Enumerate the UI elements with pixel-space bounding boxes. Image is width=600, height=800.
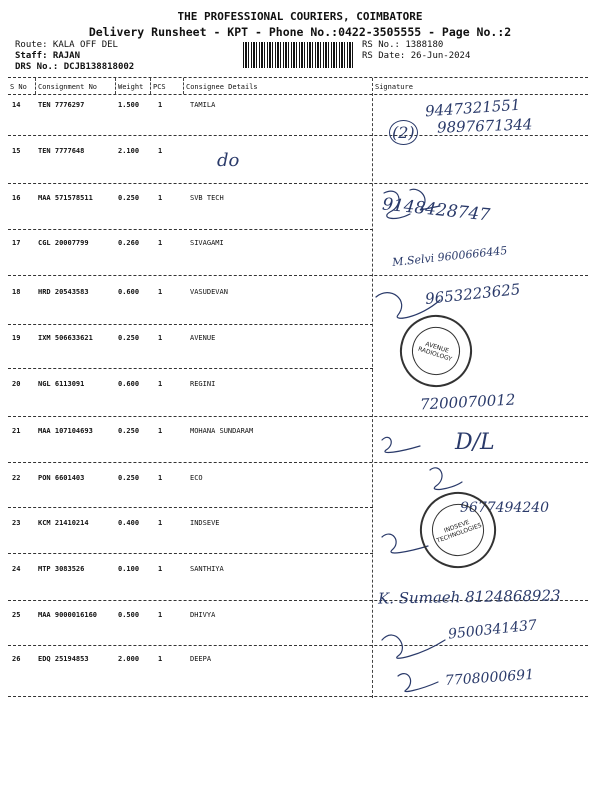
scribble xyxy=(384,191,410,218)
row-22-sno: 22 xyxy=(12,474,21,482)
row-26-consignment: EDQ 25194853 xyxy=(38,655,89,663)
row-19-consignee: AVENUE xyxy=(190,334,216,342)
row-26-sno: 26 xyxy=(12,655,21,663)
row-18-consignee: VASUDEVAN xyxy=(190,288,228,296)
row-20-pcs: 1 xyxy=(158,380,163,388)
row-19-weight: 0.250 xyxy=(118,334,140,342)
row-16-sno: 16 xyxy=(12,194,21,202)
handwritten-signature: 9653223625 xyxy=(424,280,522,308)
row-15-consignment: TEN 7777648 xyxy=(38,147,85,155)
row-23-sno: 23 xyxy=(12,519,21,527)
row-24-sno: 24 xyxy=(12,565,21,573)
stamp-text: AVENUE RADIOLOGY xyxy=(406,321,466,381)
row-23-consignment: KCM 21410214 xyxy=(38,519,89,527)
col-pcs: PCS xyxy=(153,83,166,91)
col-consignment: Consignment No xyxy=(38,83,98,91)
row-18-consignment: HRD 20543583 xyxy=(38,288,89,296)
scribble xyxy=(430,468,462,490)
col-sno: S No xyxy=(10,83,27,91)
row-24-consignee: SANTHIYA xyxy=(190,565,224,573)
row-16-consignee: SVB TECH xyxy=(190,194,224,202)
handwritten-signature: 9148428747 xyxy=(381,194,491,226)
scribble xyxy=(382,635,445,658)
row-25-weight: 0.500 xyxy=(118,611,140,619)
row-23-weight: 0.400 xyxy=(118,519,140,527)
row-21-sno: 21 xyxy=(12,427,21,435)
handwritten-signature: M.Selvi 9600666445 xyxy=(391,243,508,270)
row-20-consignee: REGINI xyxy=(190,380,216,388)
row-26-pcs: 1 xyxy=(158,655,163,663)
row-22-consignee: ECO xyxy=(190,474,203,482)
handwritten-mark: D/L xyxy=(455,430,495,455)
staff-label: Staff: RAJAN xyxy=(15,51,81,61)
row-14-consignee: TAMILA xyxy=(190,101,216,109)
row-25-sno: 25 xyxy=(12,611,21,619)
row-22-pcs: 1 xyxy=(158,474,163,482)
row-17-pcs: 1 xyxy=(158,239,163,247)
row-21-pcs: 1 xyxy=(158,427,163,435)
row-14-pcs: 1 xyxy=(158,101,163,109)
company-title: THE PROFESSIONAL COURIERS, COIMBATORE xyxy=(177,10,423,23)
route-label: Route: KALA OFF DEL xyxy=(15,40,118,50)
scribble xyxy=(398,674,438,692)
row-18-pcs: 1 xyxy=(158,288,163,296)
drs-number: DRS No.: DCJB138818002 xyxy=(15,62,135,72)
row-25-consignment: MAA 9000016160 xyxy=(38,611,98,619)
row-15-pcs: 1 xyxy=(158,147,163,155)
stamp-text: INDSEVE TECHNOLOGIES xyxy=(425,497,492,564)
row-21-consignment: MAA 107104693 xyxy=(38,427,93,435)
row-17-consignment: CGL 20007799 xyxy=(38,239,89,247)
row-16-consignment: MAA 571578511 xyxy=(38,194,93,202)
row-17-consignee: SIVAGAMI xyxy=(190,239,224,247)
row-22-weight: 0.250 xyxy=(118,474,140,482)
row-18-weight: 0.600 xyxy=(118,288,140,296)
row-14-sno: 14 xyxy=(12,101,21,109)
row-23-consignee: INDSEVE xyxy=(190,519,220,527)
row-16-pcs: 1 xyxy=(158,194,163,202)
handwritten-signature: K. Sumaeh 8124868923 xyxy=(377,586,561,608)
row-21-consignee: MOHANA SUNDARAM xyxy=(190,427,254,435)
row-15-weight: 2.100 xyxy=(118,147,140,155)
row-18-sno: 18 xyxy=(12,288,21,296)
row-15-sno: 15 xyxy=(12,147,21,155)
row-19-sno: 19 xyxy=(12,334,21,342)
row-19-consignment: IXM 506633621 xyxy=(38,334,93,342)
col-weight: Weight xyxy=(118,83,144,91)
row-21-weight: 0.250 xyxy=(118,427,140,435)
rs-date: RS Date: 26-Jun-2024 xyxy=(362,51,471,61)
row-25-pcs: 1 xyxy=(158,611,163,619)
handwritten-phone: 9500341437 xyxy=(447,617,538,643)
handwritten-mark: (2) xyxy=(389,120,418,145)
scribble xyxy=(410,189,440,210)
row-20-weight: 0.600 xyxy=(118,380,140,388)
rs-number: RS No.: 1388180 xyxy=(362,40,444,50)
row-24-pcs: 1 xyxy=(158,565,163,573)
row-22-consignment: PON 6601403 xyxy=(38,474,85,482)
handwritten-phone: 7200070012 xyxy=(419,390,516,414)
scribble xyxy=(382,437,420,452)
handwritten-phone: 9897671344 xyxy=(436,115,533,137)
row-24-consignment: MTP 3083526 xyxy=(38,565,85,573)
row-19-pcs: 1 xyxy=(158,334,163,342)
handwritten-mark: do xyxy=(217,150,240,171)
row-14-consignment: TEN 7776297 xyxy=(38,101,85,109)
row-17-sno: 17 xyxy=(12,239,21,247)
col-signature: Signature xyxy=(375,83,413,91)
row-20-consignment: NGL 6113091 xyxy=(38,380,85,388)
runsheet-subtitle: Delivery Runsheet - KPT - Phone No.:0422-3505555 - Page No.:2 xyxy=(88,25,512,39)
row-20-sno: 20 xyxy=(12,380,21,388)
row-14-weight: 1.500 xyxy=(118,101,140,109)
row-23-pcs: 1 xyxy=(158,519,163,527)
row-26-consignee: DEEPA xyxy=(190,655,212,663)
row-24-weight: 0.100 xyxy=(118,565,140,573)
row-16-weight: 0.250 xyxy=(118,194,140,202)
handwritten-phone: 9677494240 xyxy=(460,500,550,516)
row-26-weight: 2.000 xyxy=(118,655,140,663)
row-25-consignee: DHIVYA xyxy=(190,611,216,619)
row-17-weight: 0.260 xyxy=(118,239,140,247)
col-consignee: Consignee Details xyxy=(186,83,258,91)
handwritten-phone: 9447321551 xyxy=(424,95,521,121)
handwritten-phone: 7708000691 xyxy=(444,666,535,690)
